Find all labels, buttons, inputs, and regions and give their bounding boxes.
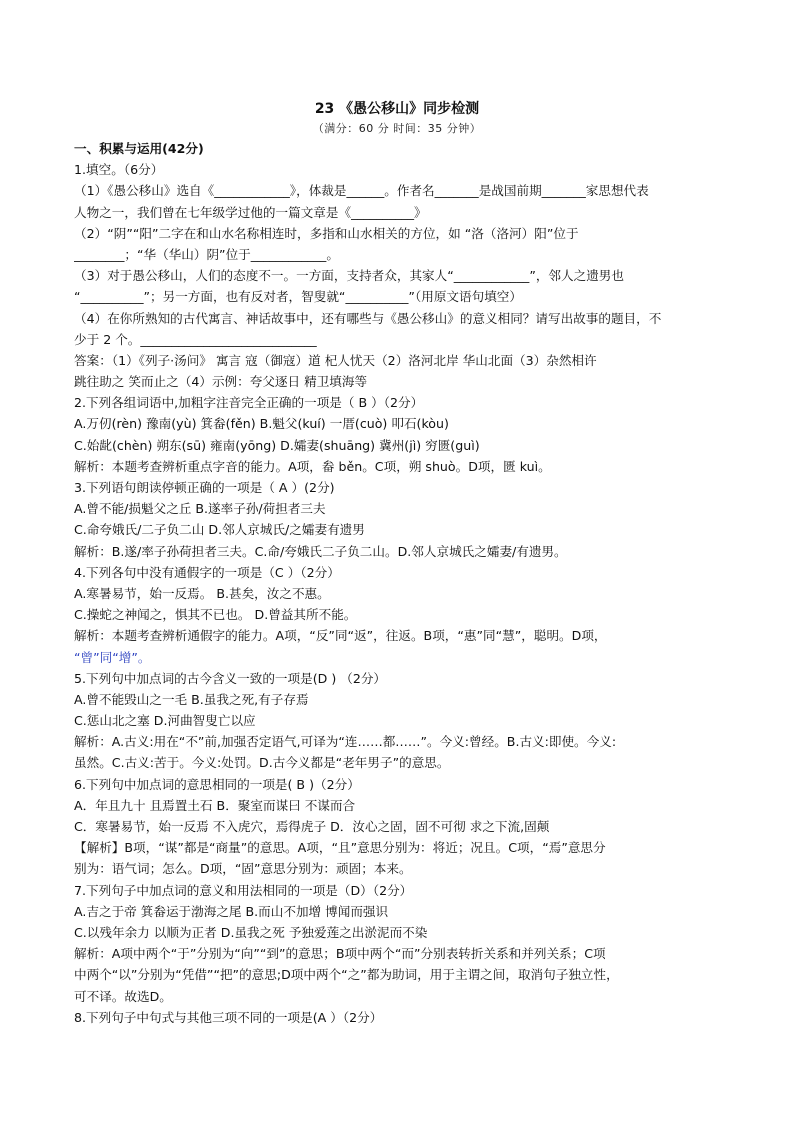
- text-line: （4）在你所熟知的古代寓言、神话故事中，还有哪些与《愚公移山》的意义相同？请写出故事的题目，不: [74, 310, 662, 326]
- text-line: C.命夸娥氏/二子负二山 D.邻人京城氏/之孀妻有遗男: [74, 522, 365, 538]
- text-line: 解析：A项中两个“于”分别为“向”“到”的意思；B项中两个“而”分别表转折关系和并列关系；C项: [74, 946, 606, 962]
- text-line: “__________”；另一方面，也有反对者，智叟就“__________”（用原文语句填空）: [74, 289, 522, 305]
- text-line: 可不译。故选D。: [74, 988, 172, 1004]
- text-line: （3）对于愚公移山，人们的态度不一。一方面，支持者众，其家人“____________”，邻人之遗男也: [74, 268, 624, 284]
- text-line: 解析：本题考查辨析通假字的能力。A项，“反”同“返”，往返。B项，“惠”同“慧”，聪明。D项，: [74, 628, 607, 644]
- text-line: A．年且九十 且焉置土石 B．聚室而谋曰 不谋而合: [74, 797, 356, 813]
- text-line: C．寒暑易节，始一反焉 不入虎穴，焉得虎子 D．汝心之固，固不可彻 求之下流,固颠: [74, 819, 550, 834]
- text-line: C.以残年余力 以顺为正者 D.虽我之死 予独爱莲之出淤泥而不染: [74, 924, 428, 940]
- text-line: 5.下列句中加点词的古今含义一致的一项是(D ) （2分）: [74, 670, 387, 686]
- text-line: “曾”同“增”。: [74, 649, 151, 665]
- text-line: C.始龀(chèn) 朔东(sū) 雍南(yōng) D.孀妻(shuāng) 冀州(jì) 穷匮(guì): [74, 437, 480, 453]
- text-line: C.操蛇之神闻之，惧其不已也。 D.曾益其所不能。: [74, 607, 357, 623]
- text-line: ________；“华（华山）阴”位于____________。: [74, 246, 339, 262]
- text-line: 8.下列句子中句式与其他三项不同的一项是(A ）（2分）: [74, 1009, 383, 1025]
- text-line: 解析：B.遂/率子孙荷担者三夫。C.命/夸娥氏二子负二山。D.邻人京城氏之孀妻/有遗男。: [74, 543, 567, 559]
- text-line: 4.下列各句中没有通假字的一项是（C ）（2分）: [74, 564, 340, 580]
- text-line: A.万仞(rèn) 豫南(yù) 箕畚(fěn) B.魁父(kuí) 一厝(cuò) 叩石(kòu): [74, 416, 449, 432]
- text-line: 【解析】B项，“谋”都是“商量”的意思。A项，“且”意思分别为：将近；况且。C项，“焉”意思分: [74, 840, 606, 856]
- text-line: 解析：本题考查辨析重点字音的能力。A项，畚 běn。C项，朔 shuò。D项，匮 kuì。: [74, 458, 551, 474]
- page-title: 23 《愚公移山》同步检测: [314, 101, 480, 117]
- text-line: A.曾不能/损魁父之丘 B.遂率子孙/荷担者三夫: [74, 501, 326, 517]
- text-line: 2.下列各组词语中,加粗字注音完全正确的一项是（ B ）（2分）: [74, 395, 424, 411]
- text-line: 中两个“以”分别为“凭借”“把”的意思;D项中两个“之”都为助词，用于主谓之间，取消句子独立性，: [74, 967, 619, 983]
- text-line: A.寒暑易节，始一反焉。 B.甚矣，汝之不惠。: [74, 585, 330, 601]
- text-line: 7.下列句子中加点词的意义和用法相同的一项是（D）（2分）: [74, 882, 413, 898]
- text-line: 虽然。C.古义:苦于。今义:处罚。D.古今义都是“老年男子”的意思。: [74, 755, 450, 771]
- text-line: 一、积累与运用(42分): [74, 141, 204, 156]
- text-line: 1.填空。（6分）: [74, 162, 164, 178]
- text-line: 人物之一，我们曾在七年级学过他的一篇文章是《__________》: [74, 204, 427, 220]
- text-line: 6.下列句中加点词的意思相同的一项是( B )（2分）: [74, 776, 360, 792]
- page-subtitle: （满分：60 分 时间：35 分钟）: [312, 122, 482, 135]
- text-line: （1）《愚公移山》选自《____________》，体裁是______。作者名_______是战国前期_______家思想代表: [74, 183, 649, 199]
- document-body: [74, 138, 724, 1028]
- text-line: C.惩山北之塞 D.河曲智叟亡以应: [74, 713, 256, 729]
- text-line: 别为：语气词；怎么。D项，“固”意思分别为：顽固；本来。: [74, 861, 412, 877]
- text-line: 少于 2 个。____________________________: [74, 331, 317, 347]
- text-line: （2）“阴”“阳”二字在和山水名称相连时，多指和山水相关的方位，如 “洛（洛河）阳”位于: [74, 225, 579, 241]
- text-line: 跳往助之 笑而止之（4）示例：夸父逐日 精卫填海等: [74, 374, 368, 390]
- text-line: 3.下列语句朗读停顿正确的一项是（ A ）(2分): [74, 480, 335, 495]
- text-line: 解析：A.古义:用在“不”前,加强否定语气,可译为“连……都……”。今义:曾经。B.古义:即使。今义:: [74, 734, 617, 750]
- text-line: A.曾不能毁山之一毛 B.虽我之死,有子存焉: [74, 691, 309, 707]
- text-line: A.吉之于帝 箕畚运于渤海之尾 B.而山不加增 博闻而强识: [74, 903, 389, 919]
- text-line: 答案：（1）《列子·汤问》 寓言 寇（御寇）道 杞人忧天（2）洛河北岸 华山北面（3）杂然相许: [74, 352, 597, 368]
